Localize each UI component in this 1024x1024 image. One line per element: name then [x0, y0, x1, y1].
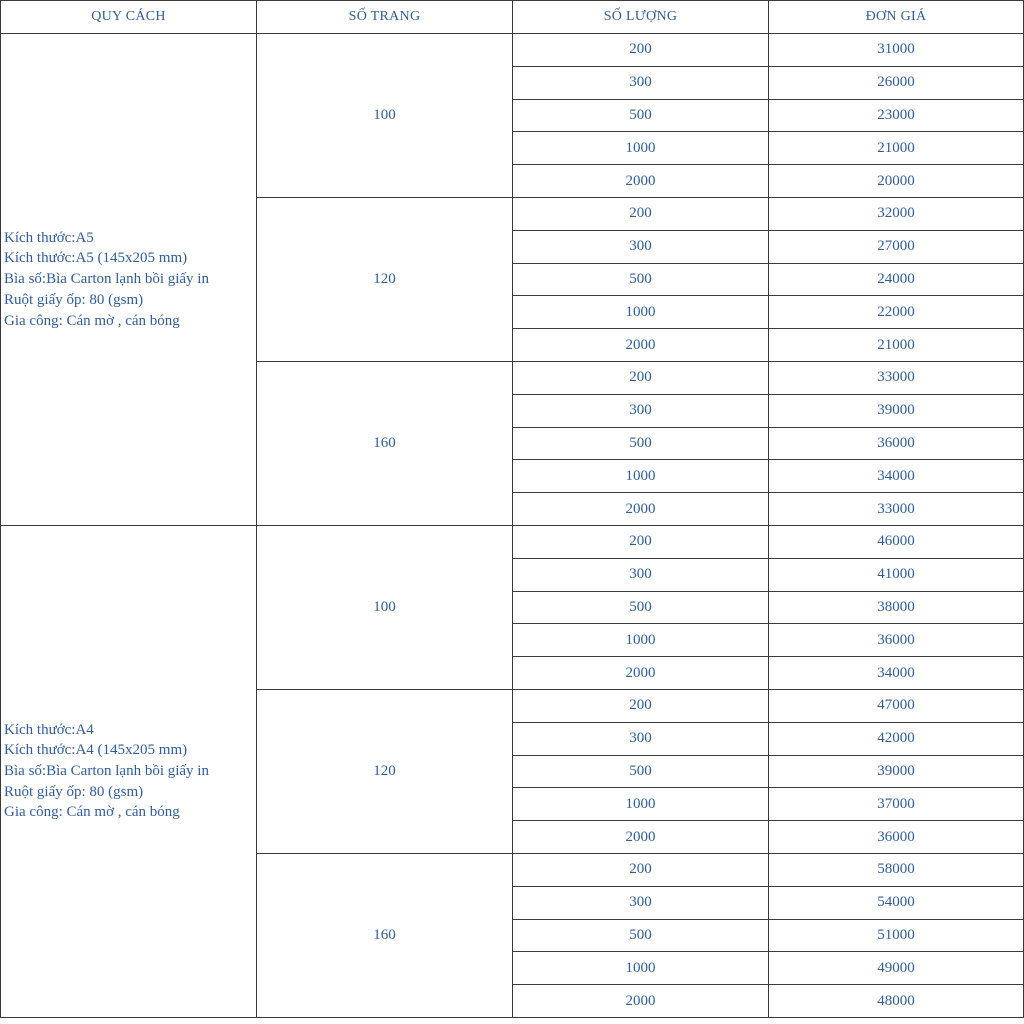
- quantity-cell: 1000: [513, 460, 769, 493]
- price-cell: 58000: [769, 853, 1024, 886]
- pages-cell: 160: [257, 361, 513, 525]
- pages-cell: 160: [257, 853, 513, 1017]
- spec-line: Ruột giấy ốp: 80 (gsm): [4, 291, 144, 308]
- quantity-cell: 200: [513, 197, 769, 230]
- header-quantity: SỐ LƯỢNG: [513, 1, 769, 34]
- spec-line: Kích thước:A4: [4, 721, 94, 738]
- header-pages: SỐ TRANG: [257, 1, 513, 34]
- quantity-cell: 200: [513, 361, 769, 394]
- spec-line: Kích thước:A5: [4, 229, 94, 246]
- spec-line: Kích thước:A4 (145x205 mm): [4, 742, 188, 759]
- quantity-cell: 300: [513, 722, 769, 755]
- price-cell: 41000: [769, 558, 1024, 591]
- price-cell: 32000: [769, 197, 1024, 230]
- quantity-cell: 200: [513, 34, 769, 67]
- quantity-cell: 1000: [513, 296, 769, 329]
- header-spec: QUY CÁCH: [1, 1, 257, 34]
- price-cell: 34000: [769, 460, 1024, 493]
- pages-cell: 100: [257, 525, 513, 689]
- quantity-cell: 2000: [513, 985, 769, 1018]
- quantity-cell: 500: [513, 591, 769, 624]
- table-row: [1, 34, 1024, 67]
- pages-cell: 100: [257, 34, 513, 198]
- price-cell: 33000: [769, 493, 1024, 526]
- quantity-cell: 1000: [513, 624, 769, 657]
- quantity-cell: 500: [513, 263, 769, 296]
- quantity-cell: 300: [513, 394, 769, 427]
- quantity-cell: 300: [513, 886, 769, 919]
- quantity-cell: 500: [513, 427, 769, 460]
- quantity-cell: 300: [513, 66, 769, 99]
- spec-cell: [1, 34, 257, 526]
- spec-line: Ruột giấy ốp: 80 (gsm): [4, 783, 144, 800]
- spec-line: Bìa số:Bìa Carton lạnh bồi giấy in: [4, 763, 209, 780]
- price-cell: 21000: [769, 329, 1024, 362]
- quantity-cell: 2000: [513, 165, 769, 198]
- price-cell: 26000: [769, 66, 1024, 99]
- price-cell: 42000: [769, 722, 1024, 755]
- quantity-cell: 1000: [513, 952, 769, 985]
- quantity-cell: 200: [513, 689, 769, 722]
- spec-line: Kích thước:A5 (145x205 mm): [4, 250, 188, 267]
- quantity-cell: 2000: [513, 329, 769, 362]
- table-header-row: [1, 1, 1024, 34]
- spec-cell: [1, 525, 257, 1017]
- table-row: [1, 525, 1024, 558]
- quantity-cell: 300: [513, 230, 769, 263]
- price-cell: 24000: [769, 263, 1024, 296]
- quantity-cell: 2000: [513, 493, 769, 526]
- spec-line: Gia công: Cán mờ , cán bóng: [4, 312, 180, 329]
- price-cell: 39000: [769, 394, 1024, 427]
- price-cell: 33000: [769, 361, 1024, 394]
- quantity-cell: 2000: [513, 821, 769, 854]
- price-cell: 49000: [769, 952, 1024, 985]
- spec-line: Gia công: Cán mờ , cán bóng: [4, 804, 180, 821]
- price-cell: 20000: [769, 165, 1024, 198]
- quantity-cell: 1000: [513, 788, 769, 821]
- quantity-cell: 200: [513, 853, 769, 886]
- price-cell: 34000: [769, 657, 1024, 690]
- price-cell: 23000: [769, 99, 1024, 132]
- price-cell: 36000: [769, 821, 1024, 854]
- price-cell: 39000: [769, 755, 1024, 788]
- quantity-cell: 500: [513, 755, 769, 788]
- price-cell: 21000: [769, 132, 1024, 165]
- quantity-cell: 300: [513, 558, 769, 591]
- quantity-cell: 2000: [513, 657, 769, 690]
- price-cell: 36000: [769, 624, 1024, 657]
- price-cell: 48000: [769, 985, 1024, 1018]
- quantity-cell: 1000: [513, 132, 769, 165]
- quantity-cell: 500: [513, 919, 769, 952]
- pages-cell: 120: [257, 197, 513, 361]
- pages-cell: 120: [257, 689, 513, 853]
- quantity-cell: 200: [513, 525, 769, 558]
- price-cell: 31000: [769, 34, 1024, 67]
- header-unit-price: ĐƠN GIÁ: [769, 1, 1024, 34]
- table-body: [1, 34, 1024, 1018]
- price-cell: 22000: [769, 296, 1024, 329]
- price-cell: 36000: [769, 427, 1024, 460]
- spec-line: Bìa số:Bìa Carton lạnh bồi giấy in: [4, 271, 209, 288]
- price-cell: 46000: [769, 525, 1024, 558]
- price-cell: 38000: [769, 591, 1024, 624]
- price-cell: 47000: [769, 689, 1024, 722]
- quantity-cell: 500: [513, 99, 769, 132]
- price-cell: 51000: [769, 919, 1024, 952]
- price-cell: 27000: [769, 230, 1024, 263]
- price-cell: 54000: [769, 886, 1024, 919]
- price-cell: 37000: [769, 788, 1024, 821]
